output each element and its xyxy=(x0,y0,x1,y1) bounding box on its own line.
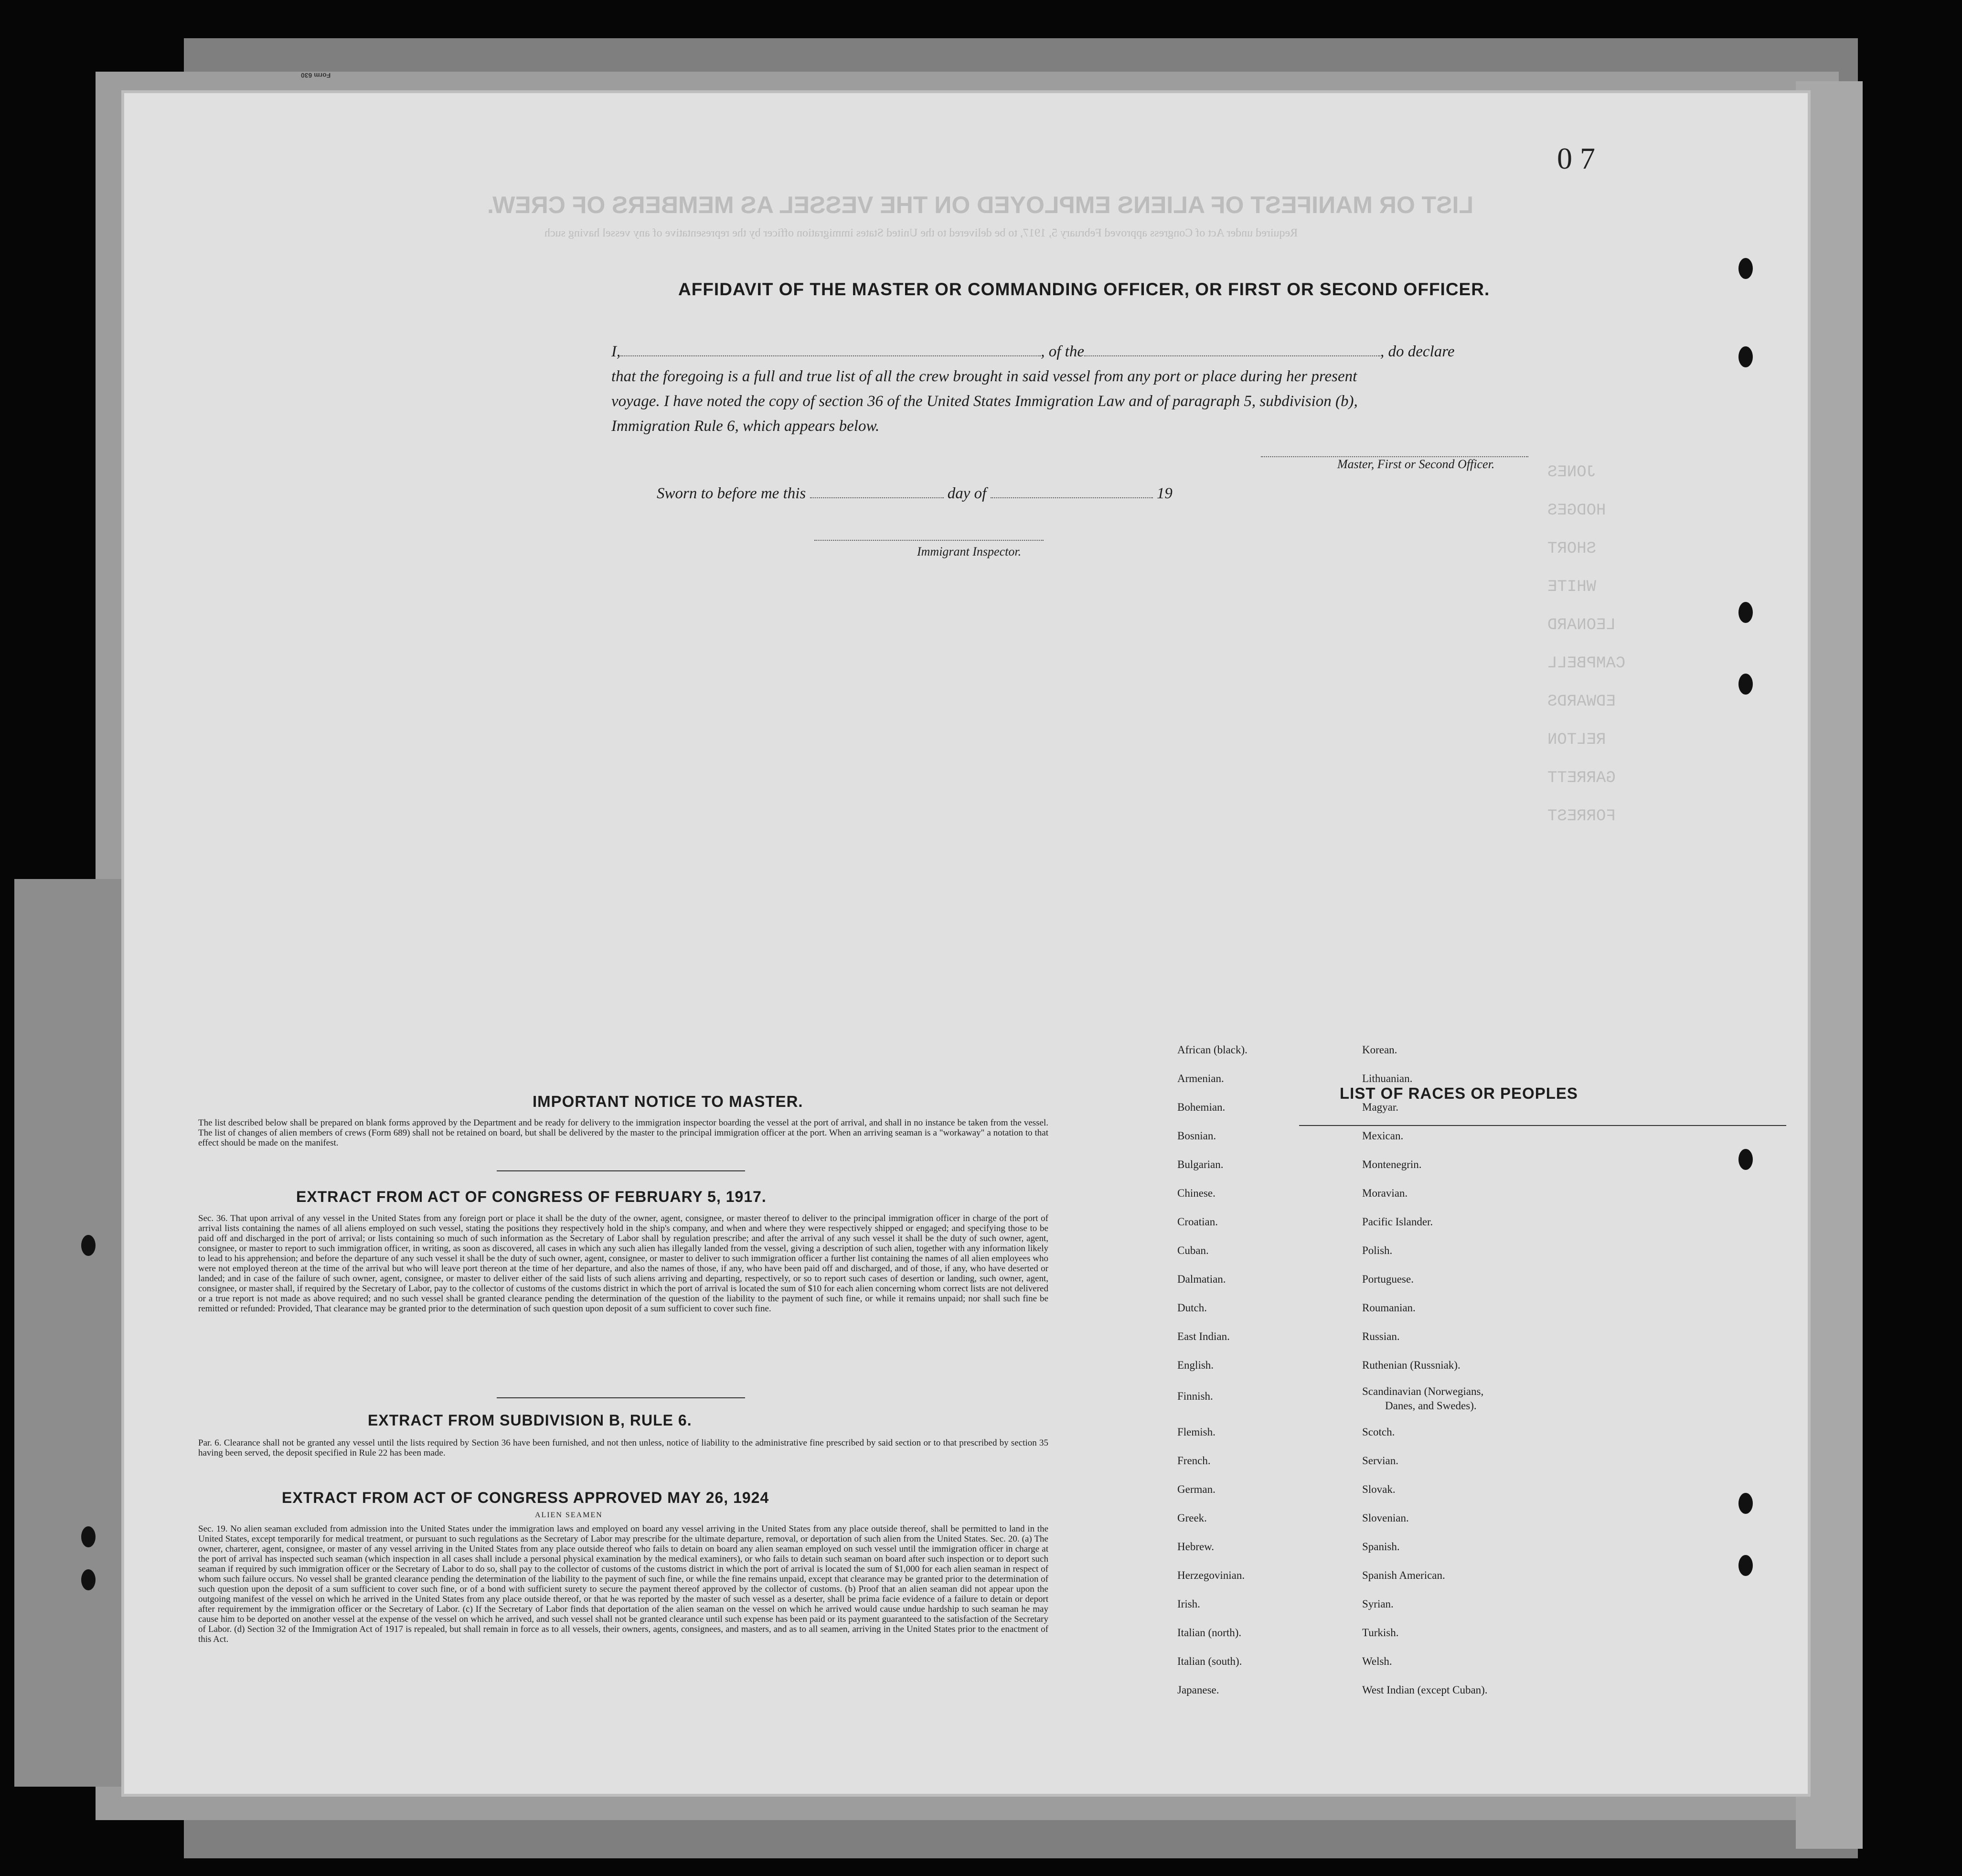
binder-hole xyxy=(1738,602,1753,623)
race-item: Mexican. xyxy=(1362,1130,1404,1142)
race-item: Flemish. xyxy=(1177,1426,1216,1438)
race-item: Slovak. xyxy=(1362,1483,1396,1495)
binder-hole xyxy=(1738,1555,1753,1576)
sworn-day-blank[interactable] xyxy=(810,497,944,498)
race-item: Herzegovinian. xyxy=(1177,1569,1245,1581)
affidavit-body xyxy=(611,339,1547,439)
race-item: Pacific Islander. xyxy=(1362,1216,1433,1228)
binder-hole xyxy=(1738,346,1753,367)
race-item: Montenegrin. xyxy=(1362,1158,1422,1170)
race-item: Italian (south). xyxy=(1177,1655,1242,1667)
race-item: Spanish American. xyxy=(1362,1569,1445,1581)
handwritten-page-number: 0 7 xyxy=(1557,141,1595,175)
race-item: Slovenian. xyxy=(1362,1512,1409,1524)
bleed-through-name: CAMPBELL xyxy=(1547,654,1626,673)
inspector-signature-caption: Immigrant Inspector. xyxy=(917,545,1022,558)
binder-hole xyxy=(1738,1149,1753,1170)
race-item: Danes, and Swedes). xyxy=(1385,1400,1477,1412)
race-item: West Indian (except Cuban). xyxy=(1362,1684,1488,1696)
race-item: Bosnian. xyxy=(1177,1130,1216,1142)
bleed-through-name: FORREST xyxy=(1547,807,1616,825)
binder-hole xyxy=(1738,258,1753,279)
affidavit-line-3: voyage. I have noted the copy of section 36 of the United States Immigration Law and of paragraph 5, subdivision (b), xyxy=(611,393,1358,410)
race-item: Croatian. xyxy=(1177,1216,1218,1228)
race-item: Armenian. xyxy=(1177,1072,1224,1084)
race-item: Magyar. xyxy=(1362,1101,1399,1113)
bleed-through-name: SHORT xyxy=(1547,540,1597,558)
race-item: French. xyxy=(1177,1455,1211,1467)
notice-title: IMPORTANT NOTICE TO MASTER. xyxy=(533,1093,803,1110)
race-item: Roumanian. xyxy=(1362,1302,1416,1314)
binder-hole xyxy=(1738,674,1753,695)
binder-hole xyxy=(81,1569,96,1590)
race-item: Italian (north). xyxy=(1177,1627,1242,1639)
extract-rule6-title: EXTRACT FROM SUBDIVISION B, RULE 6. xyxy=(368,1412,692,1429)
affidavit-line-2: that the foregoing is a full and true list of all the crew brought in said vessel from any port or place during her present xyxy=(611,368,1357,385)
vessel-blank[interactable] xyxy=(1084,355,1380,356)
race-item: Finnish. xyxy=(1177,1390,1213,1402)
race-item: Welsh. xyxy=(1362,1655,1392,1667)
bleed-through-name: GARRETT xyxy=(1547,769,1616,787)
bleed-through-name: WHITE xyxy=(1547,578,1597,596)
form-number: Form 630 xyxy=(301,72,331,79)
race-item: Scandinavian (Norwegians, xyxy=(1362,1385,1484,1397)
sworn-line: Sworn to before me this day of 19 xyxy=(657,485,1173,502)
inspector-signature-line[interactable] xyxy=(814,540,1044,541)
race-item: Chinese. xyxy=(1177,1187,1216,1199)
bleed-through-name: RELTON xyxy=(1547,731,1606,749)
binder-hole xyxy=(81,1235,96,1256)
sworn-month-blank[interactable] xyxy=(991,497,1153,498)
bleed-through-name: EDWARDS xyxy=(1547,693,1616,711)
extract-1924-title: EXTRACT FROM ACT OF CONGRESS APPROVED MAY 26, 1924 xyxy=(282,1489,769,1506)
extract-1917-body: Sec. 36. That upon arrival of any vessel in the United States from any foreign port or place it shall be the duty of the owner, agent, consignee, or master thereof to deliver to the principal immigration officer in charge of the port of arrival lists containing the names of all aliens employed on such vessel, stating the positions they respectively hold in the ship's company, and when and where they were respectively shipped or engaged; and specifying those to be paid off and discharged in the port of arrival; or lists containing so much of such information as the Secretary of Labor shall by regulation prescribe; and after the arrival of any such vessel it shall be the duty of such owner, agent, consignee, or master to report to such immigration officer, in writing, as soon as discovered, all cases in which any such alien has illegally landed from the vessel, giving a description of such alien, together with any information likely to lead to his apprehension; and before the departure of any such vessel it shall be the duty of such owner, agent, consignee, or master to deliver to such immigration officer a further list containing the names of all alien employees who were not employed thereon at the time of the arrival but who will leave port thereon at the time of her departure, and also the names of those, if any, who have been paid off and discharged, and of those, if any, who have deserted or landed; and in case of the failure of such owner, agent, consignee, or master to deliver either of the said lists of such aliens arriving and departing, respectively, or so to report such cases of desertion or landing, such owner, agent, consignee, or master shall, if required by the Secretary of Labor, pay to the collector of customs of the customs district in which the port of arrival is located the sum of $10 for each alien concerning whom correct lists are not delivered or a true report is not made as above required; and no such vessel shall be granted clearance pending the determination of the question of the liability to the payment of such fine, or while it remains unpaid; nor shall such fine be remitted or refunded: Provided, That clearance may be granted prior to the determination of such question upon deposit of a sum sufficient to cover such fine. xyxy=(198,1213,1048,1314)
race-item: Russian. xyxy=(1362,1330,1400,1342)
race-item: Irish. xyxy=(1177,1598,1200,1610)
race-item: Syrian. xyxy=(1362,1598,1394,1610)
race-item: Japanese. xyxy=(1177,1684,1219,1696)
extract-1924-subtitle: ALIEN SEAMEN xyxy=(535,1511,603,1519)
notice-body: The list described below shall be prepared on blank forms approved by the Department and be ready for delivery to the immigration inspector boarding the vessel at the port of arrival, and shall in no instance be taken from the vessel. The list of changes of alien members of crews (Form 689) shall not be retained on board, but shall be delivered by the master to the principal immigration officer at the port. When an arriving seaman is a "workaway" a notation to that effect should be made on the manifest. xyxy=(198,1118,1048,1148)
race-item: Korean. xyxy=(1362,1044,1397,1056)
extract-rule6-body: Par. 6. Clearance shall not be granted any vessel until the lists required by Section 36 have been furnished, and not then unless, notice of liability to the administrative fine prescribed by said section or to that prescribed by section 35 having been served, the deposit specified in Rule 22 has been made. xyxy=(198,1438,1048,1458)
race-item: African (black). xyxy=(1177,1044,1248,1056)
extract-1924-body: Sec. 19. No alien seaman excluded from admission into the United States under the immigration laws and employed on board any vessel arriving in the United States from any place outside thereof, shall be permitted to land in the United States, except temporarily for medical treatment, or pursuant to such regulations as the Secretary of Labor may prescribe for the ultimate departure, removal, or deportation of such alien from the United States. Sec. 20. (a) The owner, charterer, agent, consignee, or master of any vessel arriving in the United States from any place outside thereof who fails to detain on board any alien seaman employed on such vessel until the immigration officer in charge at the port of arrival has inspected such seaman (which inspection in all cases shall include a personal physical examination by the medical examiners), or who fails to detain such seaman on board after such inspection or to deport such seaman if required by such immigration officer or the Secretary of Labor to do so, shall pay to the collector of customs of the customs district in which the port of arrival is located the sum of $1,000 for each alien seaman in respect of whom such failure occurs. No vessel shall be granted clearance pending the determination of the liability to the payment of such fine, or while the fine remains unpaid, except that clearance may be granted prior to the determination of such question upon the deposit of a sum sufficient to cover such fine, or of a bond with sufficient surety to secure the payment thereof approved by the collector of customs. (b) Proof that an alien seaman did not appear upon the outgoing manifest of the vessel on which he arrived in the United States from any place outside thereof, or that he was reported by the master of such vessel as a deserter, shall be prima facie evidence of a failure to detain or deport after requirement by the immigration officer or the Secretary of Labor. (c) If the Secretary of Labor finds that deportation of the alien seaman on the vessel on which he arrived would cause undue hardship to such seaman he may cause him to be deported on another vessel at the expense of the vessel on which he arrived, and such vessel shall not be granted clearance until such expense has been paid or its payment guaranteed to the satisfaction of the Secretary of Labor. (d) Section 32 of the Immigration Act of 1917 is repealed, but shall remain in force as to all vessels, their owners, agents, consignees, and masters, and as to all seamen, arriving in the United States prior to the enactment of this Act. xyxy=(198,1524,1048,1644)
bleed-through-name: LEONARD xyxy=(1547,616,1616,634)
race-item: Hebrew. xyxy=(1177,1541,1215,1553)
race-item: German. xyxy=(1177,1483,1216,1495)
extract-1917-title: EXTRACT FROM ACT OF CONGRESS OF FEBRUARY 5, 1917. xyxy=(296,1188,767,1205)
race-item: Moravian. xyxy=(1362,1187,1408,1199)
race-item: Bulgarian. xyxy=(1177,1158,1224,1170)
race-item: Turkish. xyxy=(1362,1627,1399,1639)
race-item: East Indian. xyxy=(1177,1330,1230,1342)
races-title: LIST OF RACES OR PEOPLES xyxy=(1340,1084,1578,1102)
divider xyxy=(497,1170,745,1171)
race-item: Lithuanian. xyxy=(1362,1072,1413,1084)
affidavit-line-1: I, , of the , do declare xyxy=(611,343,1455,360)
binder-hole xyxy=(1738,1493,1753,1514)
divider xyxy=(1299,1125,1786,1126)
race-item: Greek. xyxy=(1177,1512,1207,1524)
name-blank[interactable] xyxy=(620,355,1041,356)
divider xyxy=(497,1397,745,1398)
bleed-through-name: HODGES xyxy=(1547,502,1606,520)
race-item: Cuban. xyxy=(1177,1244,1209,1256)
race-item: Ruthenian (Russniak). xyxy=(1362,1359,1461,1371)
race-item: Polish. xyxy=(1362,1244,1393,1256)
affidavit-line-4: Immigration Rule 6, which appears below. xyxy=(611,418,880,435)
race-item: Bohemian. xyxy=(1177,1101,1226,1113)
affidavit-title: AFFIDAVIT OF THE MASTER OR COMMANDING OFFICER, OR FIRST OR SECOND OFFICER. xyxy=(678,279,1490,299)
race-item: Servian. xyxy=(1362,1455,1399,1467)
bleed-through-name: JONES xyxy=(1547,463,1597,482)
race-item: Dutch. xyxy=(1177,1302,1207,1314)
race-item: Dalmatian. xyxy=(1177,1273,1226,1285)
master-signature-caption: Master, First or Second Officer. xyxy=(1337,457,1495,471)
race-item: English. xyxy=(1177,1359,1214,1371)
race-item: Spanish. xyxy=(1362,1541,1400,1553)
race-item: Scotch. xyxy=(1362,1426,1395,1438)
binder-hole xyxy=(81,1526,96,1547)
bleed-through-heading: LIST OR MANIFEST OF ALIENS EMPLOYED ON THE VESSEL AS MEMBERS OF CREW. xyxy=(487,192,1473,218)
bleed-through-subheading: Required under Act of Congress approved February 5, 1917, to be delivered to the United States immigration officer by the representative of any vessel having such xyxy=(544,227,1298,239)
race-item: Portuguese. xyxy=(1362,1273,1414,1285)
manifest-page xyxy=(124,93,1808,1794)
